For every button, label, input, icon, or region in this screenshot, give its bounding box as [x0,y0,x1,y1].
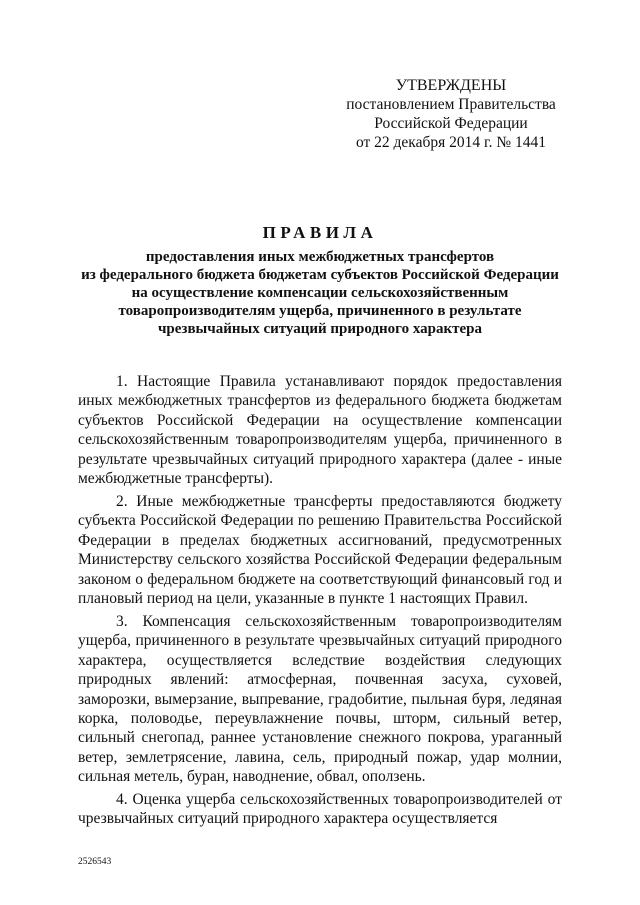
paragraph-2: 2. Иные межбюджетные трансферты предоставляются бюджету субъекта Российской Федерации по решению Правительства Российской Федерации в пределах бюджетных ассигнований, предусмотренных Министерству сельского хозяйства Российской Федерации федеральным законом о федеральном бюджете на соответствующий финансовый год и плановый период на цели, указанные в пункте 1 настоящих Правил. [78,492,562,607]
document-number: 2526543 [78,857,112,867]
document-subtitle [60,248,580,338]
approval-stamp [338,76,564,152]
subtitle-line: чрезвычайных ситуаций природного характера [157,321,483,337]
subtitle-line: на осуществление компенсации сельскохозяйственным [131,285,509,301]
subtitle-line: из федерального бюджета бюджетам субъектов Российской Федерации [81,267,559,283]
document-body [78,372,562,832]
approval-line-resolution: постановлением Правительства [346,96,556,113]
paragraph-3: 3. Компенсация сельскохозяйственным товаропроизводителям ущерба, причиненного в результате чрезвычайных ситуаций природного характера, осуществляется вследствие воздействия следующих природных явлений: атмосферная, почвенная засуха, суховей, заморозки, вымерзание, выпревание, градобитие, пыльная буря, ледяная корка, половодье, переувлажнение почвы, шторм, сильный ветер, сильный снегопад, раннее установление снежного покрова, ураганный ветер, землетрясение, лавина, сель, природный пожар, удар молнии, сильная метель, буран, наводнение, обвал, оползень. [78,612,562,786]
approval-heading: УТВЕРЖДЕНЫ [395,77,507,94]
approval-line-date: от 22 декабря 2014 г. № 1441 [355,134,547,151]
paragraph-4: 4. Оценка ущерба сельскохозяйственных товаропроизводителей от чрезвычайных ситуаций природного характера осуществляется [78,791,562,828]
subtitle-line: товаропроизводителям ущерба, причиненного в результате [118,303,522,319]
document-title: ПРАВИЛА [262,223,378,242]
approval-line-government: Российской Федерации [374,115,528,132]
subtitle-line: предоставления иных межбюджетных трансфертов [145,249,495,265]
paragraph-1: 1. Настоящие Правила устанавливают порядок предоставления иных межбюджетных трансфертов из федерального бюджета бюджетам субъектов Российской Федерации на осуществление компенсации сельскохозяйственным товаропроизводителям ущерба, причиненного в результате чрезвычайных ситуаций природного характера (далее - иные межбюджетные трансферты). [78,373,562,488]
